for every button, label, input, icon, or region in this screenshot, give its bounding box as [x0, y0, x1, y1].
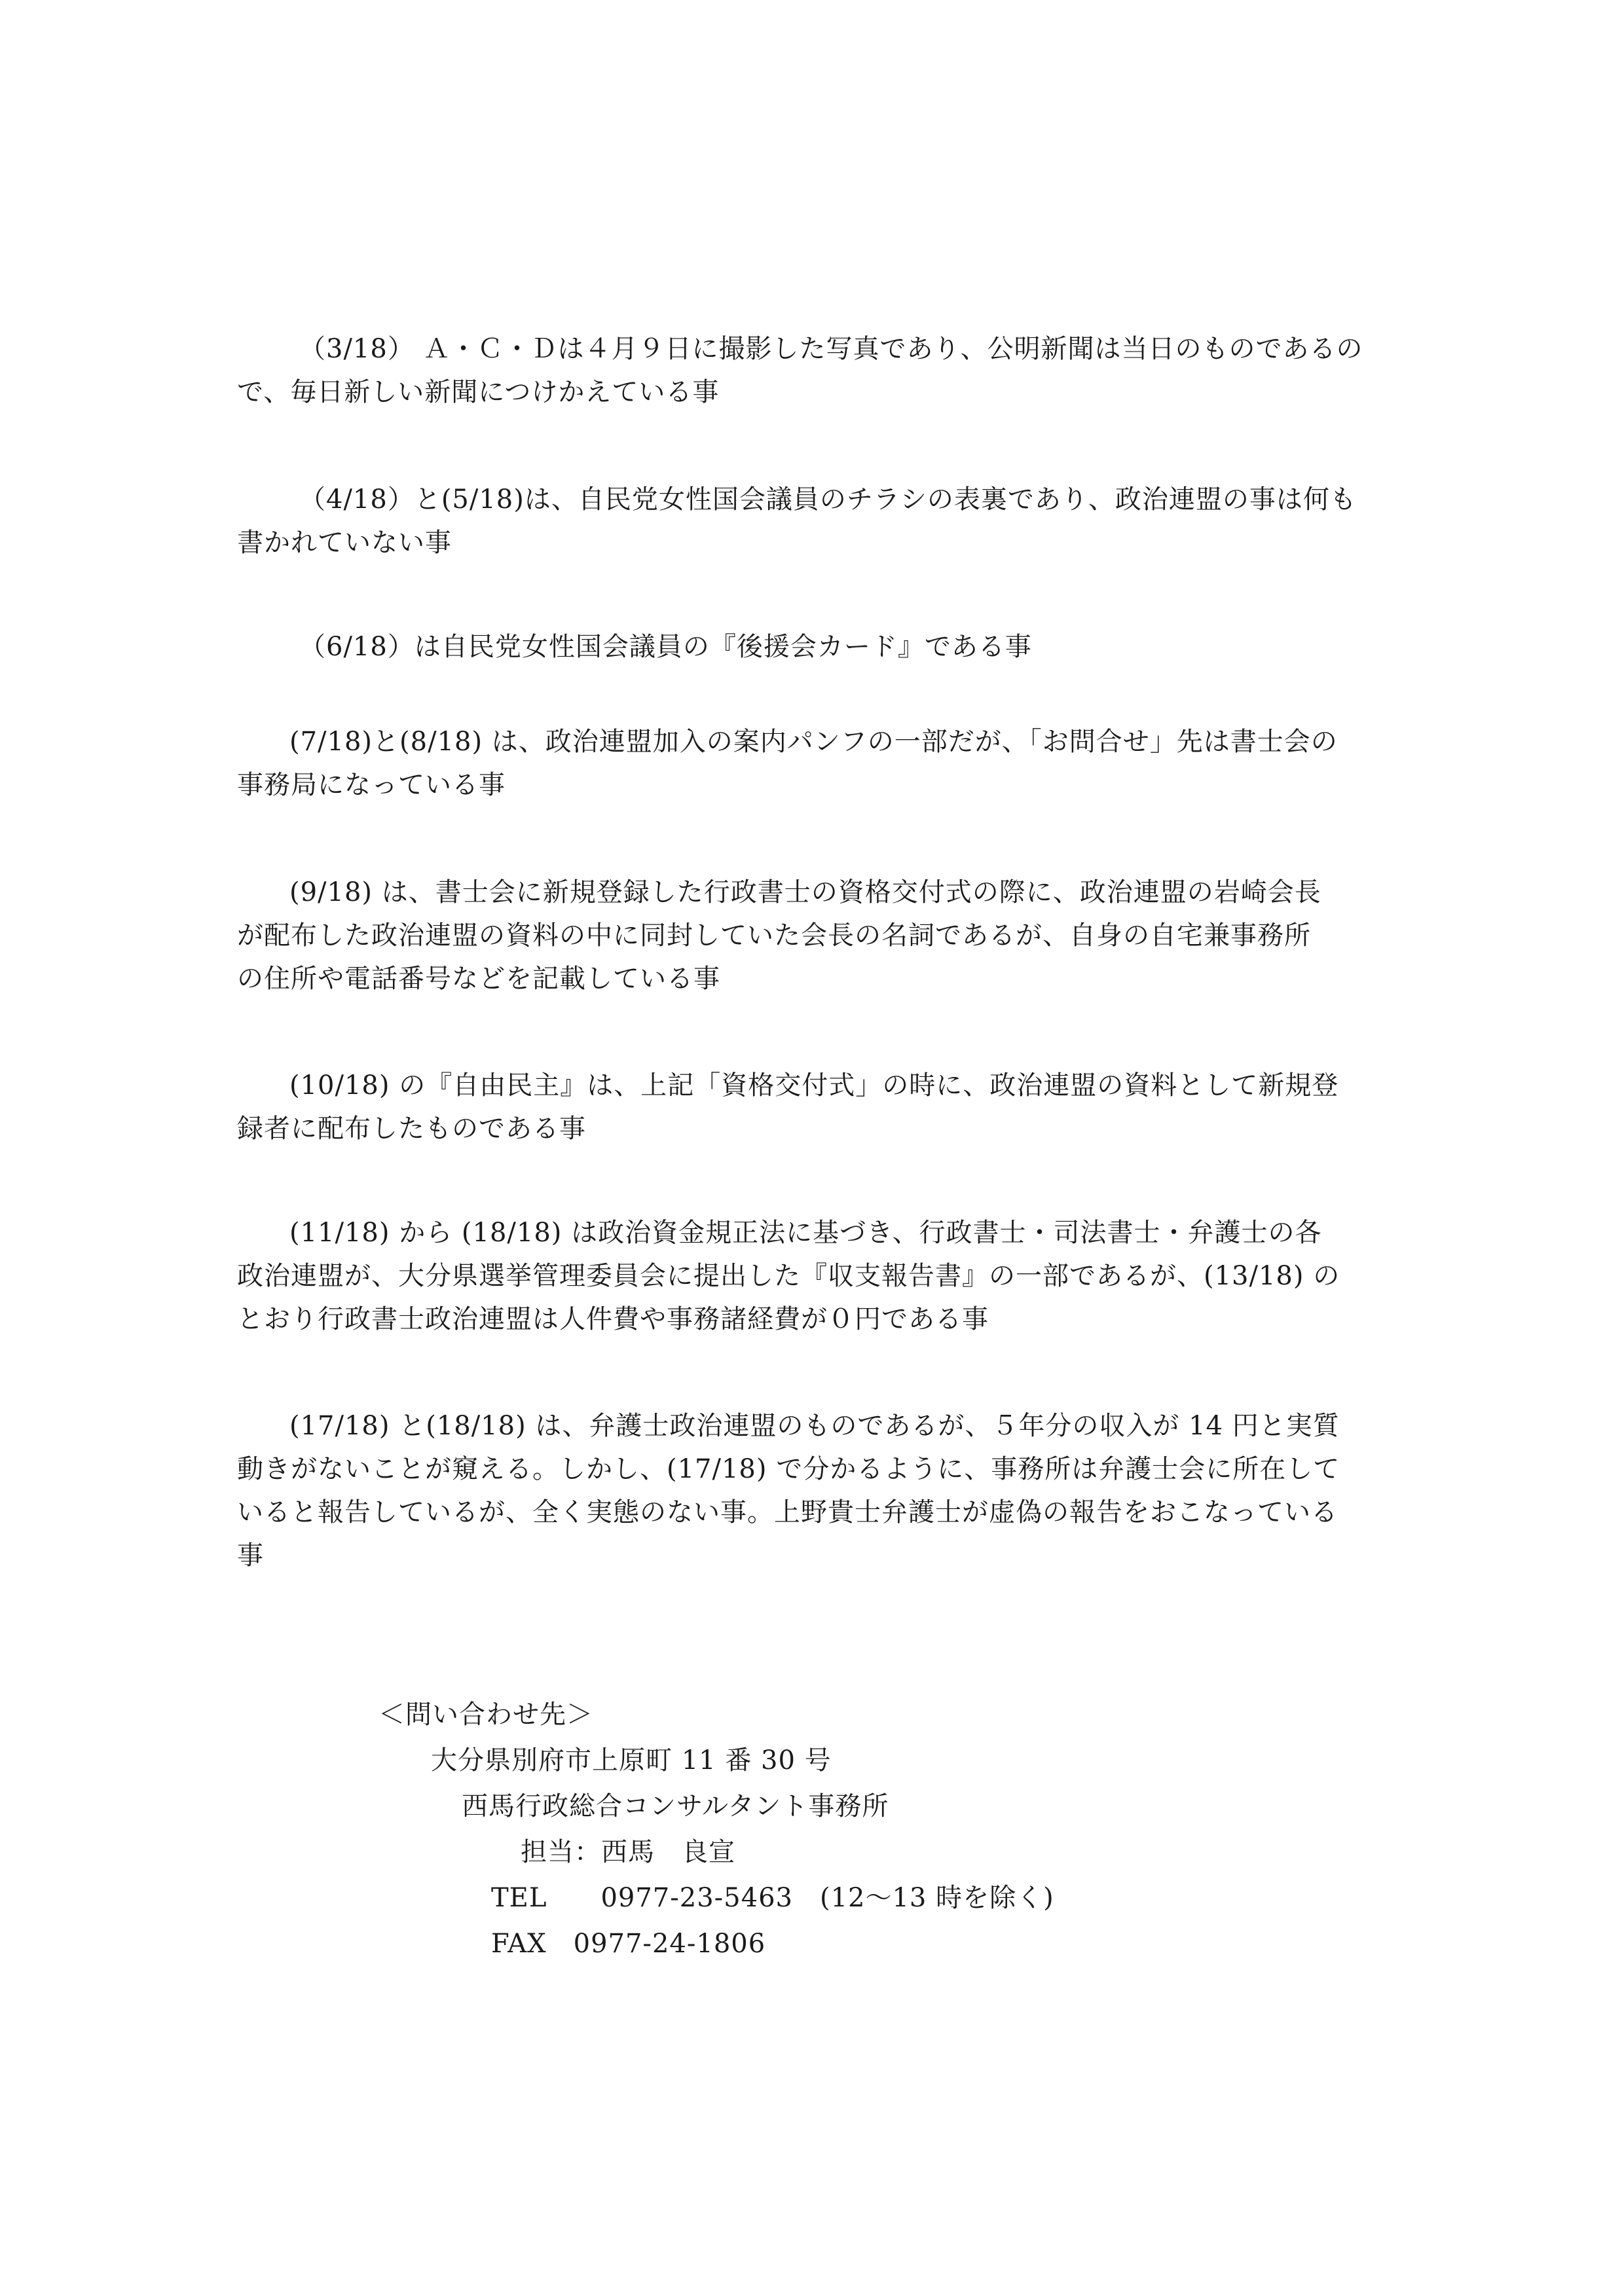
contact-heading: ＜問い合わせ先＞: [378, 1700, 593, 1730]
paragraph-10-18: [237, 1064, 1390, 1150]
text-line: 動きがないことが窺える。しかし、(17/18) で分かるように、事務所は弁護士会に所在して: [237, 1454, 1340, 1484]
contact-office: 西馬行政総合コンサルタント事務所: [462, 1791, 889, 1821]
paragraph-6-18: [237, 625, 1390, 668]
paragraph-9-18: [237, 871, 1390, 1000]
text-line: 事: [237, 1540, 264, 1571]
contact-address: 大分県別府市上原町 11 番 30 号: [431, 1745, 832, 1776]
contact-tel: TEL 0977-23-5463 (12～13 時を除く): [491, 1883, 1054, 1913]
paragraph-11-18: [237, 1211, 1390, 1341]
text-line: (11/18) から (18/18) は政治資金規正法に基づき、行政書士・司法書士・弁護士の各: [289, 1218, 1322, 1248]
contact-person: 担当：西馬 良宣: [521, 1837, 735, 1867]
text-line: いると報告しているが、全く実態のない事。上野貴士弁護士が虚偽の報告をおこなっている: [237, 1497, 1338, 1527]
paragraph-4-5-18: [237, 478, 1390, 564]
text-line: (9/18) は、書士会に新規登録した行政書士の資格交付式の際に、政治連盟の岩崎会長: [289, 877, 1321, 907]
text-line: （6/18）は自民党女性国会議員の『後援会カード』である事: [299, 632, 1032, 662]
text-line: 政治連盟が、大分県選挙管理委員会に提出した『収支報告書』の一部であるが、(13/18) の: [237, 1261, 1340, 1291]
paragraph-7-8-18: [237, 720, 1390, 807]
text-line: 録者に配布したものである事: [237, 1114, 586, 1144]
text-line: で、毎日新しい新聞につけかえている事: [237, 377, 720, 407]
text-line: が配布した政治連盟の資料の中に同封していた会長の名詞であるが、自身の自宅兼事務所: [237, 920, 1311, 951]
text-line: 書かれていない事: [237, 528, 452, 558]
text-line: (17/18) と(18/18) は、弁護士政治連盟のものであるが、５年分の収入が 14 円と実質: [289, 1411, 1340, 1441]
text-line: （3/18） Ａ・Ｃ・Ｄは４月９日に撮影した写真であり、公明新聞は当日のものであるの: [299, 334, 1363, 364]
text-line: 事務局になっている事: [237, 770, 506, 800]
text-line: (10/18) の『自由民主』は、上記「資格交付式」の時に、政治連盟の資料として新規登: [289, 1070, 1339, 1101]
text-line: (7/18)と(8/18) は、政治連盟加入の案内パンフの一部だが、「お問合せ」先は書士会の: [289, 727, 1338, 757]
contact-fax: FAX 0977-24-1806: [491, 1929, 766, 1959]
text-line: とおり行政書士政治連盟は人件費や事務諸経費が０円である事: [237, 1304, 989, 1334]
text-line: の住所や電話番号などを記載している事: [237, 964, 720, 994]
paragraph-3-18: [237, 327, 1390, 414]
paragraph-17-18: [237, 1404, 1390, 1577]
text-line: （4/18）と(5/18)は、自民党女性国会議員のチラシの表裏であり、政治連盟の事は何も: [299, 484, 1357, 515]
